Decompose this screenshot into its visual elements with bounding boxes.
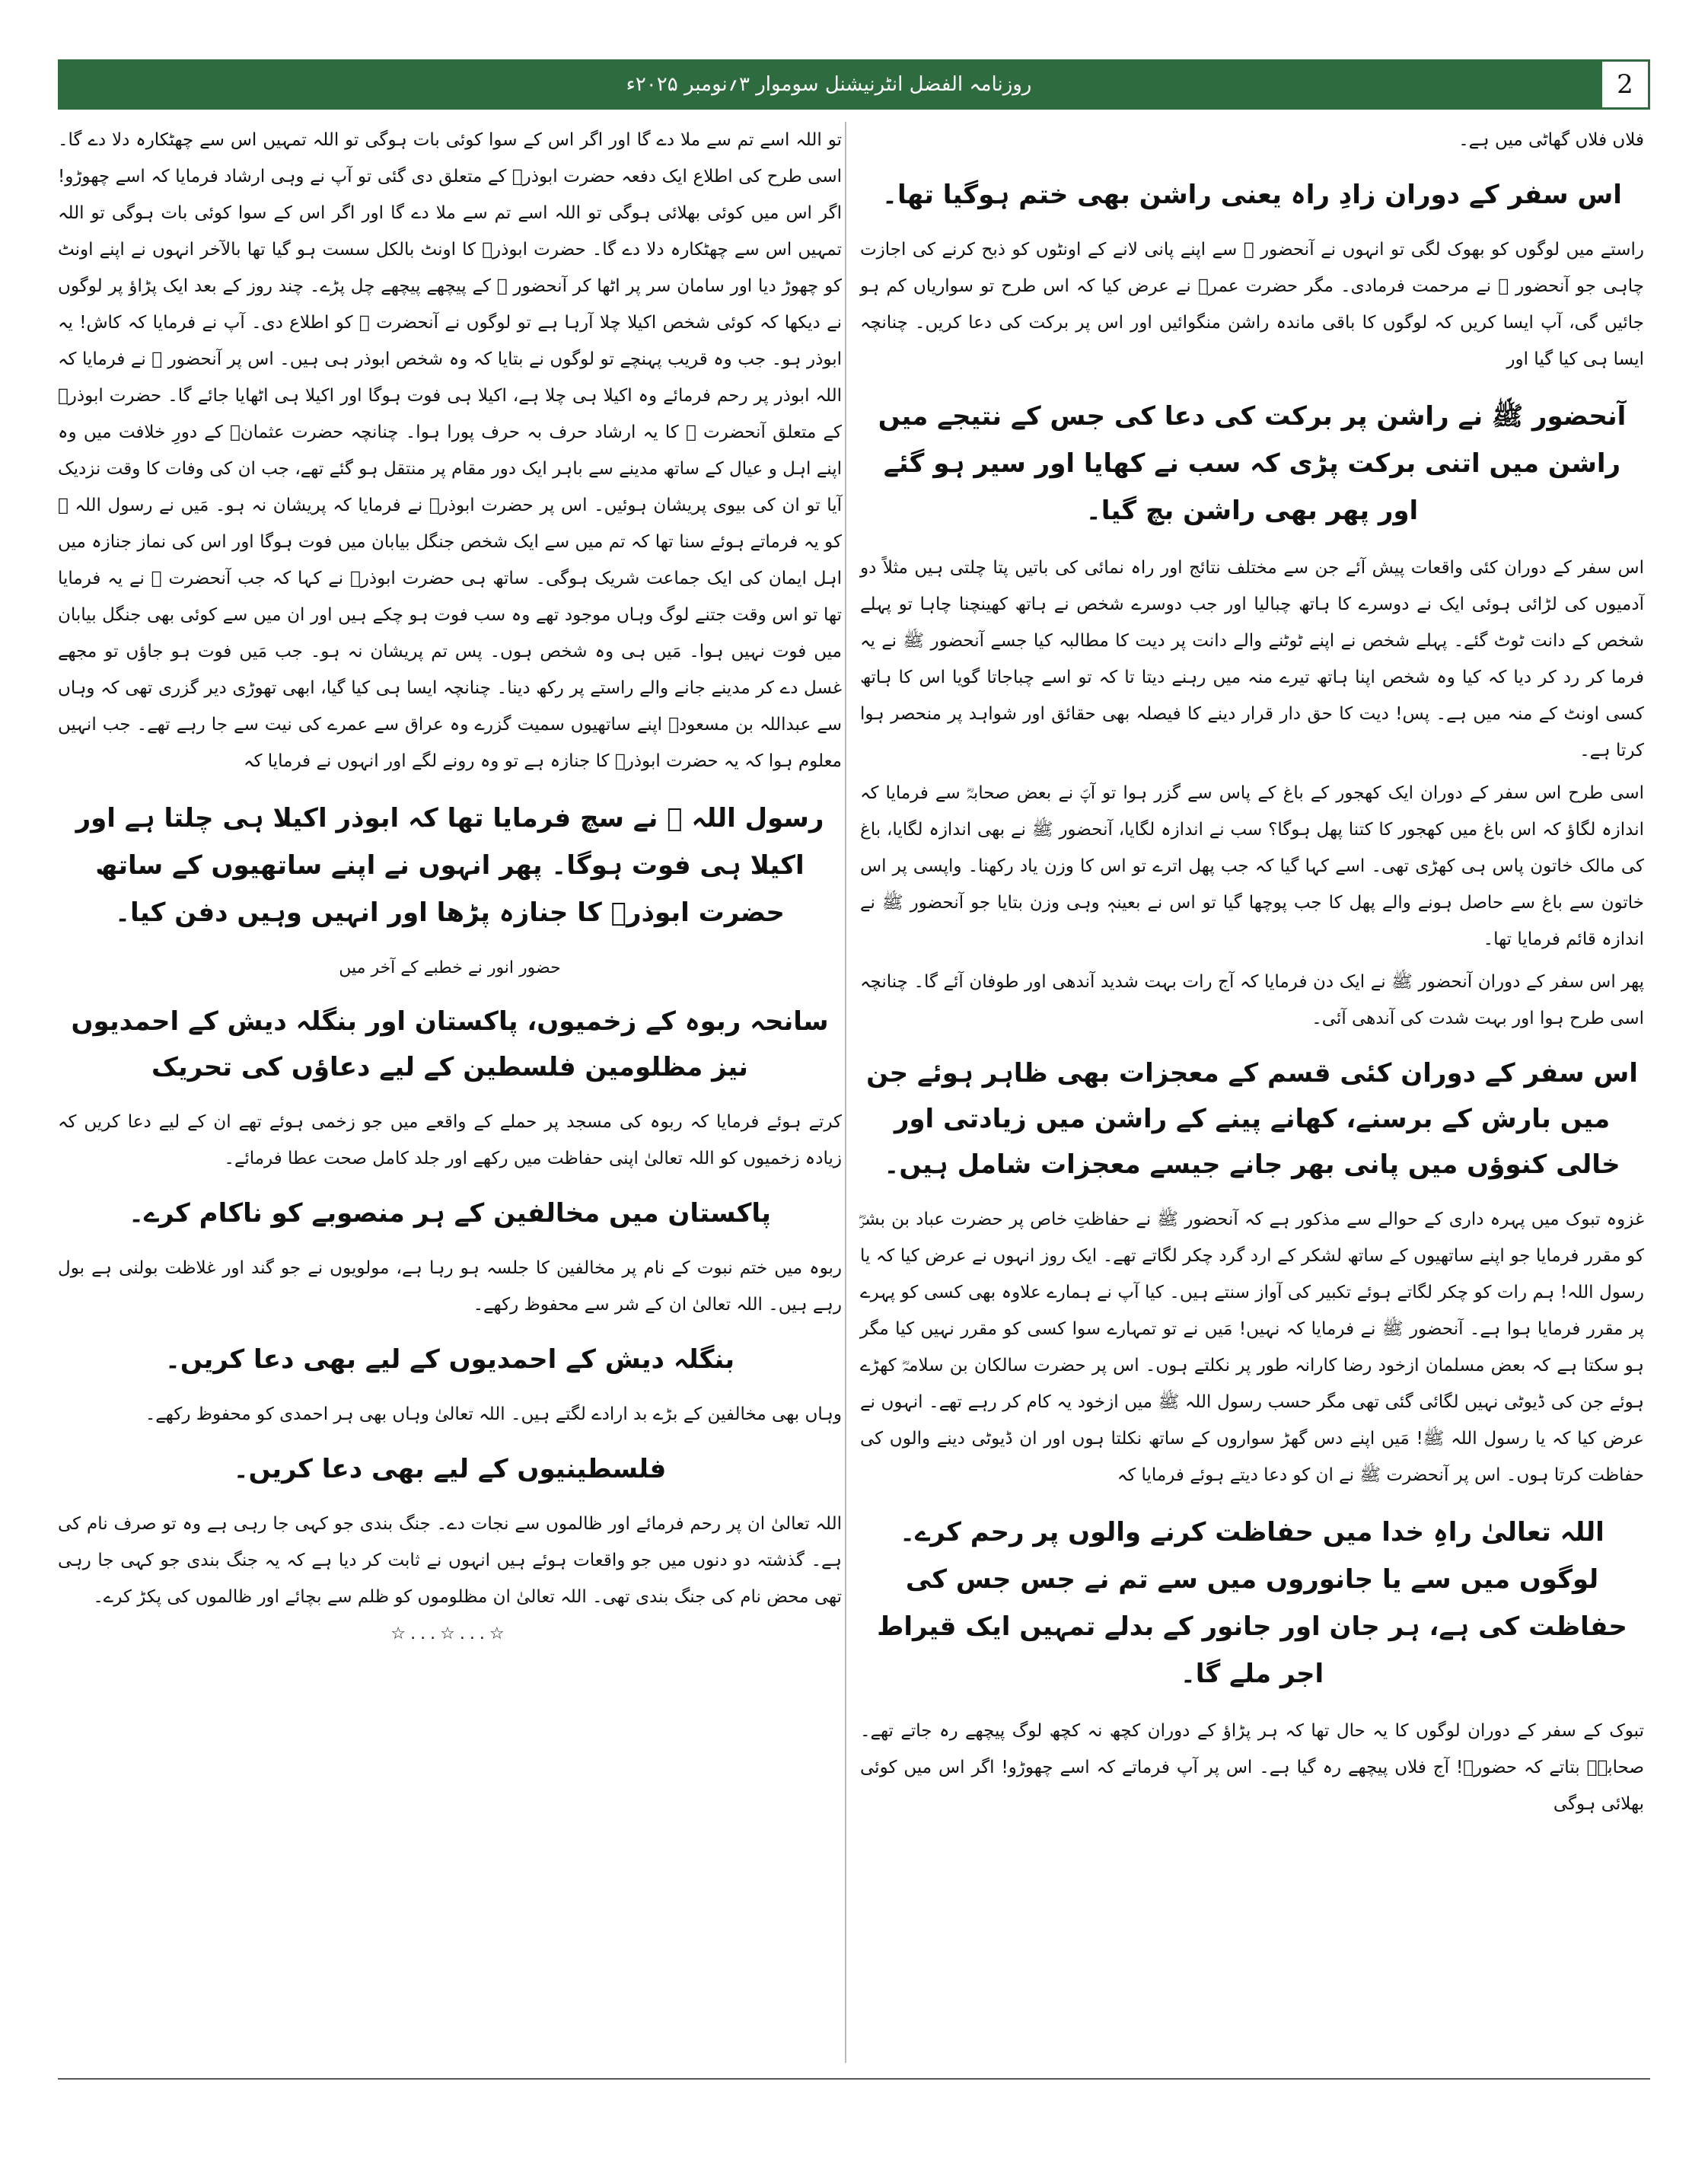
section-heading: پاکستان میں مخالفین کے ہر منصوبے کو ناکام کرے۔	[129, 1198, 771, 1229]
paragraph: راستے میں لوگوں کو بھوک لگی تو انہوں نے آنحضور ﷺ سے اپنے پانی لانے کے اونٹوں کو ذبح کرنے کی اجازت چاہی جو آنحضور ﷺ نے مرحمت فرمادی۔ مگر حضرت عمرؓ نے عرض کیا کہ اس طرح تو سواریاں کم ہو جائیں گی، آپ ایسا کریں کہ لوگوں کا باقی ماندہ راشن منگوائیں اور اس پر برکت کی دعا کریں۔ چنانچہ ایسا ہی کیا گیا اور	[860, 240, 1644, 369]
highlight-quote: اللہ تعالیٰ راہِ خدا میں حفاظت کرنے والوں پر رحم کرے۔ لوگوں میں سے یا جانوروں میں سے تم نے جس جس کی حفاظت کی ہے، ہر جان اور جانور کے بدلے تمہیں ایک قیراط اجر ملے گا۔	[877, 1517, 1627, 1689]
section-heading: سانحہ ربوہ کے زخمیوں، پاکستان اور بنگلہ دیش کے احمدیوں نیز مظلومین فلسطین کے لیے دعاؤں کی تحریک	[71, 1006, 829, 1082]
paragraph: ربوہ میں ختم نبوت کے نام پر مخالفین کا جلسہ ہو رہا ہے، مولویوں نے جو گند اور غلاظت بولنی ہے بول رہے ہیں۔ اللہ تعالیٰ ان کے شر سے محفوظ رکھے۔	[58, 1258, 842, 1315]
paragraph: تبوک کے سفر کے دوران لوگوں کا یہ حال تھا کہ ہر پڑاؤ کے دوران کچھ نہ کچھ لوگ پیچھے رہ جاتے تھے۔ صحابہؓ بتاتے کہ حضورؐ! آج فلاں پیچھے رہ گیا ہے۔ اس پر آپ فرماتے کہ اسے چھوڑو! اگر اس میں کوئی بھلائی ہوگی	[860, 1721, 1644, 1814]
end-stars: ☆...☆...☆	[390, 1624, 509, 1643]
paragraph: کرتے ہوئے فرمایا کہ ربوہ کی مسجد پر حملے کے واقعے میں جو زخمی ہوئے تھے ان کے لیے دعا کریں کہ زیادہ زخمیوں کو اللہ تعالیٰ اپنی حفاظت میں رکھے اور جلد کامل صحت عطا فرمائے۔	[58, 1112, 842, 1168]
left-column	[58, 122, 842, 1643]
right-column	[860, 122, 1644, 1828]
bottom-rule	[58, 2078, 1650, 2080]
intro-note: حضور انور نے خطبے کے آخر میں	[339, 958, 561, 977]
paragraph: اس سفر کے دوران کئی واقعات پیش آئے جن سے مختلف نتائج اور راہ نمائی کی باتیں پتا چلتی ہیں مثلاً دو آدمیوں کی لڑائی ہوئی ایک نے دوسرے کا ہاتھ چبالیا اور جب دوسرے شخص نے ہاتھ کھینچنا چاہا تو پہلے شخص کے دانت ٹوٹ گئے۔ پہلے شخص نے اپنے ٹوٹنے والے دانت پر دیت کا مطالبہ کیا جسے آنحضور ﷺ نے یہ فرما کر رد کر دیا کہ کیا وہ شخص اپنا ہاتھ تیرے منہ میں رہنے دیتا تا کہ تو اسے چباجاتا گویا اس کا ہاتھ کسی اونٹ کے منہ میں ہے۔ پس! دیت کا حق دار قرار دینے کا فیصلہ بھی حقائق اور شواہد پر منحصر ہوا کرتا ہے۔	[860, 558, 1644, 760]
section-heading: بنگلہ دیش کے احمدیوں کے لیے بھی دعا کریں۔	[164, 1344, 735, 1375]
page-header	[58, 59, 1650, 110]
page-number: 2	[1600, 59, 1650, 110]
section-heading: فلسطینیوں کے لیے بھی دعا کریں۔	[233, 1454, 667, 1484]
section-heading: اس سفر کے دوران زادِ راہ یعنی راشن بھی ختم ہوگیا تھا۔	[882, 180, 1622, 210]
paragraph: فلاں فلاں گھاٹی میں ہے۔	[1458, 130, 1644, 150]
column-divider	[845, 122, 846, 2063]
paragraph: اللہ تعالیٰ ان پر رحم فرمائے اور ظالموں سے نجات دے۔ جنگ بندی جو کہی جا رہی ہے وہ تو صرف نام کی ہے۔ گذشتہ دو دنوں میں جو واقعات ہوئے ہیں انہوں نے ثابت کر دیا ہے کہ یہ جنگ بندی جو کہی جا رہی تھی محض نام کی جنگ بندی تھی۔ اللہ تعالیٰ ان مظلوموں کو ظلم سے بچائے اور ظالموں کی پکڑ کرے۔	[58, 1514, 842, 1607]
highlight-quote: رسول اللہ ﷺ نے سچ فرمایا تھا کہ ابوذر اکیلا ہی چلتا ہے اور اکیلا ہی فوت ہوگا۔ پھر انہوں نے اپنے ساتھیوں کے ساتھ حضرت ابوذرؓ کا جنازہ پڑھا اور انہیں وہیں دفن کیا۔	[75, 803, 824, 928]
paragraph: پھر اس سفر کے دوران آنحضور ﷺ نے ایک دن فرمایا کہ آج رات بہت شدید آندھی اور طوفان آئے گا۔ چنانچہ اسی طرح ہوا اور بہت شدت کی آندھی آئی۔	[860, 972, 1644, 1028]
paragraph: تو اللہ اسے تم سے ملا دے گا اور اگر اس کے سوا کوئی بات ہوگی تو اللہ تمہیں اس سے چھٹکارہ دلا دے گا۔ اسی طرح کی اطلاع ایک دفعہ حضرت ابوذرؓ کے متعلق دی گئی تو آپ نے وہی ارشاد فرمایا کہ اسے چھوڑو! اگر اس میں کوئی بھلائی ہوگی تو اللہ اسے تم سے ملا دے گا اور اگر اس کے سوا کوئی بات ہوگی تو اللہ تمہیں اس سے چھٹکارہ دلا دے گا۔ حضرت ابوذرؓ کا اونٹ بالکل سست ہو گیا تھا بالآخر انہوں نے اپنے اونٹ کو چھوڑ دیا اور سامان سر پر اٹھا کر آنحضور ﷺ کے پیچھے پیچھے چل پڑے۔ چند روز کے بعد ایک پڑاؤ پر لوگوں نے دیکھا کہ کوئی شخص اکیلا چلا آرہا ہے تو لوگوں نے آنحضرت ﷺ کو اطلاع دی۔ آپ نے فرمایا کہ کاش! یہ ابوذر ہو۔ جب وہ قریب پہنچے تو لوگوں نے بتایا کہ وہ شخص ابوذر ہی ہیں۔ اس پر آنحضور ﷺ نے فرمایا کہ اللہ ابوذر پر رحم فرمائے وہ اکیلا ہی چلا ہے، اکیلا ہی فوت ہوگا اور اکیلا ہی اٹھایا جائے گا۔ حضرت ابوذرؓ کے متعلق آنحضرت ﷺ کا یہ ارشاد حرف بہ حرف پورا ہوا۔ چنانچہ حضرت عثمانؓ کے دورِ خلافت میں وہ اپنے اہل و عیال کے ساتھ مدینے سے باہر ایک دور مقام پر منتقل ہو گئے تھے، جب ان کی وفات کا وقت نزدیک آیا تو ان کی بیوی پریشان ہوئیں۔ اس پر حضرت ابوذرؓ نے فرمایا کہ پریشان نہ ہو۔ مَیں نے رسول اللہ ﷺ کو یہ فرماتے ہوئے سنا تھا کہ تم میں سے ایک شخص جنگل بیابان میں فوت ہوگا اور اس کی نماز جنازہ میں اہل ایمان کی ایک جماعت شریک ہوگی۔ ساتھ ہی حضرت ابوذرؓ نے کہا کہ جب آنحضرت ﷺ نے یہ فرمایا تھا تو اس وقت جتنے لوگ وہاں موجود تھے وہ سب فوت ہو چکے ہیں اور ان میں سے کوئی بھی جنگل بیابان میں فوت نہیں ہوا۔ مَیں ہی وہ شخص ہوں۔ پس تم پریشان نہ ہو۔ جب مَیں فوت ہو جاؤں تو مجھے غسل دے کر مدینے جانے والے راستے پر رکھ دینا۔ چنانچہ ایسا ہی کیا گیا، ابھی تھوڑی دیر گزری تھی کہ وہاں سے عبداللہ بن مسعودؓ اپنے ساتھیوں سمیت گزرے وہ عراق سے عمرے کی نیت سے جا رہے تھے۔ جب انہیں معلوم ہوا کہ یہ حضرت ابوذرؓ کا جنازہ ہے تو وہ رونے لگے اور انہوں نے فرمایا کہ	[58, 130, 842, 771]
paragraph: غزوہ تبوک میں پہرہ داری کے حوالے سے مذکور ہے کہ آنحضور ﷺ نے حفاظتِ خاص پر حضرت عباد بن بشرؓ کو مقرر فرمایا جو اپنے ساتھیوں کے ساتھ لشکر کے ارد گرد چکر لگاتے تھے۔ ایک روز انہوں نے عرض کیا کہ یا رسول اللہ! ہم رات کو چکر لگاتے ہوئے تکبیر کی آواز سنتے ہیں۔ کیا آپ نے ہمارے علاوہ بھی کسی کو پہرے پر مقرر فرمایا ہوا ہے۔ آنحضور ﷺ نے فرمایا کہ نہیں! مَیں نے تو تمہارے سوا کسی کو مقرر نہیں کیا مگر ہو سکتا ہے کہ بعض مسلمان ازخود رضا کارانہ طور پر نکلتے ہوں۔ اس پر حضرت سالکان بن سلامہؓ کھڑے ہوئے جن کی ڈیوٹی نہیں لگائی گئی تھی مگر حسب رسول اللہ ﷺ میں ازخود یہ کام کر رہے تھے۔ انہوں نے عرض کیا کہ یا رسول اللہ ﷺ! مَیں اپنے دس گھڑ سواروں کے ساتھ نکلتا ہوں اور ان ڈیوٹی دینے والوں کی حفاظت کرتا ہوں۔ اس پر آنحضرت ﷺ نے ان کو دعا دیتے ہوئے فرمایا کہ	[860, 1210, 1644, 1485]
section-heading: اس سفر کے دوران کئی قسم کے معجزات بھی ظاہر ہوئے جن میں بارش کے برسنے، کھانے پینے کے راشن میں زیادتی اور خالی کنوؤں میں پانی بھر جانے جیسے معجزات شامل ہیں۔	[866, 1058, 1638, 1180]
paragraph: اسی طرح اس سفر کے دوران ایک کھجور کے باغ کے پاس سے گزر ہوا تو آپؐ نے بعض صحابہؓ سے فرمایا کہ اندازہ لگاؤ کہ اس باغ میں کھجور کا کتنا پھل ہوگا؟ سب نے اندازہ لگایا، آنحضور ﷺ نے بھی اندازہ لگایا، باغ کی مالک خاتون پاس ہی کھڑی تھی۔ اسے کہا گیا کہ جب پھل اترے تو اس کا وزن یاد رکھنا۔ واپسی پر اس خاتون سے باغ سے حاصل ہونے والے پھل کا جب پوچھا گیا تو اس نے بعینہٖ وہی وزن بتایا جو آنحضور ﷺ نے اندازہ قائم فرمایا تھا۔	[860, 783, 1644, 949]
paragraph: وہاں بھی مخالفین کے بڑے بد ارادے لگتے ہیں۔ اللہ تعالیٰ وہاں بھی ہر احمدی کو محفوظ رکھے۔	[145, 1404, 842, 1424]
newspaper-title: روزنامہ الفضل انٹرنیشنل سوموار ۳؍نومبر ۲۰۲۵ء	[626, 73, 1032, 96]
highlight-quote: آنحضور ﷺ نے راشن پر برکت کی دعا کی جس کے نتیجے میں راشن میں اتنی برکت پڑی کہ سب نے کھایا اور سیر ہو گئے اور پھر بھی راشن بچ گیا۔	[878, 401, 1627, 526]
